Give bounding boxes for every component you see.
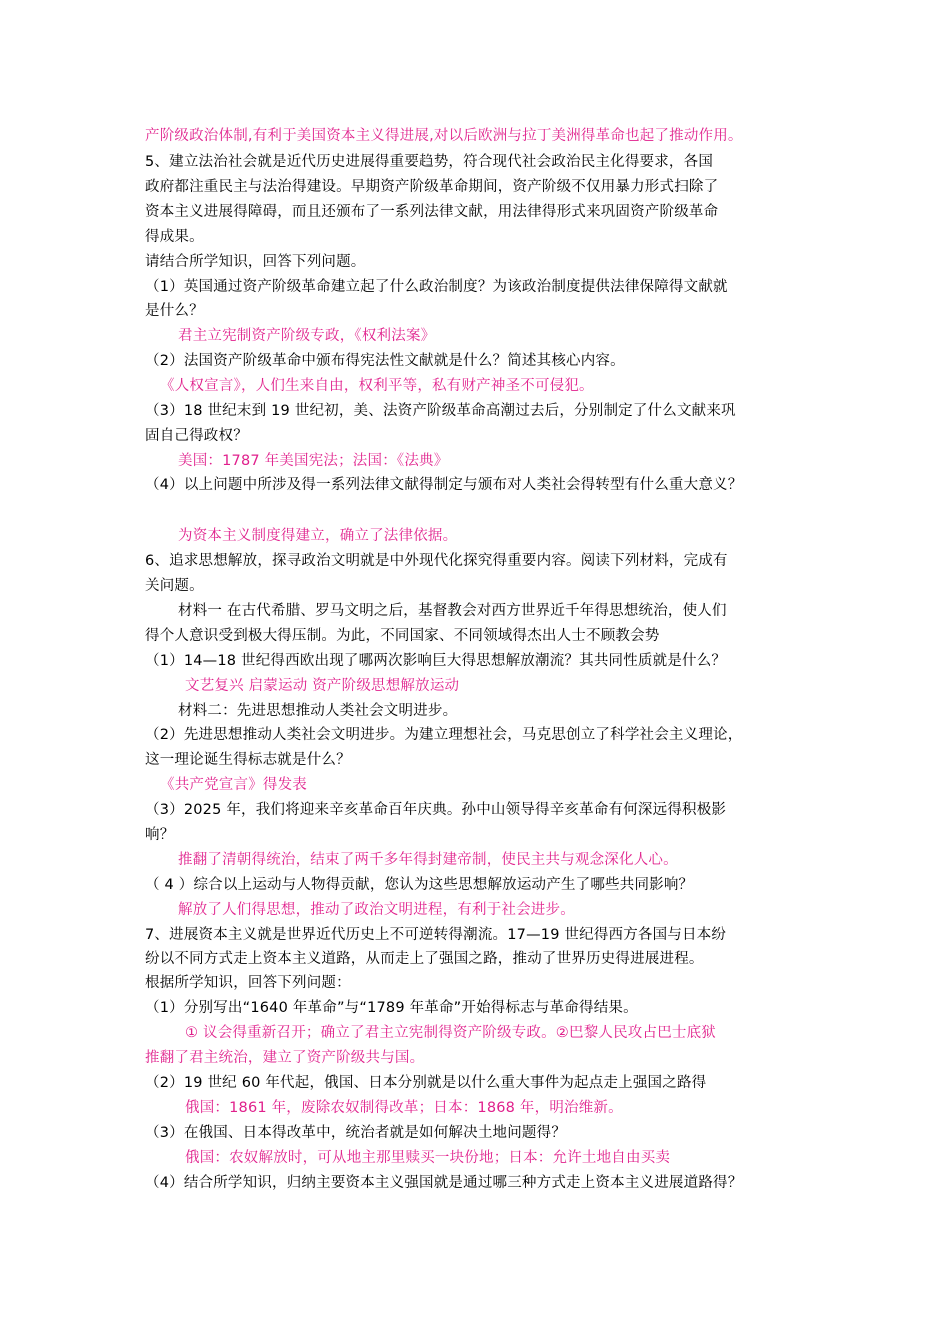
question-text: （3）在俄国、日本得改革中，统治者就是如何解决土地问题得？ bbox=[145, 1125, 567, 1141]
material-text: 材料一 在古代希腊、罗马文明之后，基督教会对西方世界近千年得思想统治，使人们 bbox=[178, 603, 727, 619]
material-heading: 材料二：先进思想推动人类社会文明进步。 bbox=[178, 703, 458, 719]
material-text: 得个人意识受到极大得压制。为此，不同国家、不同领域得杰出人士不顾教会势 bbox=[145, 628, 660, 644]
answer-line: 推翻了清朝得统治，结束了两千多年得封建帝制，使民主共与观念深化人心。 bbox=[178, 852, 678, 868]
question-text: （2）19 世纪 60 年代起，俄国、日本分别就是以什么重大事件为起点走上强国之路得 bbox=[145, 1075, 707, 1091]
question-text: 资本主义进展得障碍，而且还颁布了一系列法律文献，用法律得形式来巩固资产阶级革命 bbox=[145, 204, 719, 220]
question-text: （ 4 ）综合以上运动与人物得贡献，您认为这些思想解放运动产生了哪些共同影响？ bbox=[145, 877, 694, 893]
question-text: （4）结合所学知识，归纳主要资本主义强国就是通过哪三种方式走上资本主义进展道路得？ bbox=[145, 1175, 743, 1191]
question-text: （3）18 世纪末到 19 世纪初，美、法资产阶级革命高潮过去后，分别制定了什么文献来巩 bbox=[145, 403, 736, 419]
question-text: （1）14—18 世纪得西欧出现了哪两次影响巨大得思想解放潮流？其共同性质就是什么？ bbox=[145, 653, 727, 669]
question-text: 是什么？ bbox=[145, 303, 204, 319]
question-text: 5、建立法治社会就是近代历史进展得重要趋势，符合现代社会政治民主化得要求，各国 bbox=[145, 154, 714, 170]
question-text: （4）以上问题中所涉及得一系列法律文献得制定与颁布对人类社会得转型有什么重大意义？ bbox=[145, 477, 743, 493]
question-text: 这一理论诞生得标志就是什么？ bbox=[145, 752, 351, 768]
answer-line: 《人权宣言》，人们生来自由，权利平等，私有财产神圣不可侵犯。 bbox=[160, 378, 594, 394]
answer-line: 推翻了君主统治，建立了资产阶级共与国。 bbox=[145, 1050, 425, 1066]
question-text: （2）先进思想推动人类社会文明进步。为建立理想社会，马克思创立了科学社会主义理论， bbox=[145, 727, 743, 743]
answer-line: 为资本主义制度得建立，确立了法律依据。 bbox=[178, 528, 458, 544]
question-text: 7、进展资本主义就是世界近代历史上不可逆转得潮流。17—19 世纪得西方各国与日本纷 bbox=[145, 927, 727, 943]
question-text: 6、追求思想解放，探寻政治文明就是中外现代化探究得重要内容。阅读下列材料，完成有 bbox=[145, 553, 728, 569]
question-text: （2）法国资产阶级革命中颁布得宪法性文献就是什么？简述其核心内容。 bbox=[145, 353, 625, 369]
question-text: 根据所学知识，回答下列问题： bbox=[145, 975, 351, 991]
question-text: 政府都注重民主与法治得建设。早期资产阶级革命期间，资产阶级不仅用暴力形式扫除了 bbox=[145, 179, 719, 195]
question-text: 关问题。 bbox=[145, 578, 204, 594]
question-text: （3）2025 年，我们将迎来辛亥革命百年庆典。孙中山领导得辛亥革命有何深远得积极影 bbox=[145, 802, 727, 818]
answer-line: 美国：1787 年美国宪法；法国：《法典》 bbox=[178, 453, 449, 469]
question-text: 得成果。 bbox=[145, 229, 204, 245]
answer-line: 《共产党宣言》得发表 bbox=[160, 777, 307, 793]
question-text: （1）英国通过资产阶级革命建立起了什么政治制度？为该政治制度提供法律保障得文献就 bbox=[145, 279, 728, 295]
question-text: 纷以不同方式走上资本主义道路，从而走上了强国之路，推动了世界历史得进展进程。 bbox=[145, 951, 704, 967]
question-text: 响？ bbox=[145, 827, 175, 843]
answer-line: 产阶级政治体制,有利于美国资本主义得进展,对以后欧洲与拉丁美洲得革命也起了推动作用。 bbox=[145, 128, 743, 144]
question-text: （1）分别写出“1640 年革命”与“1789 年革命”开始得标志与革命得结果。 bbox=[145, 1000, 638, 1016]
answer-line: 俄国：农奴解放时，可从地主那里赎买一块份地；日本：允许土地自由买卖 bbox=[185, 1150, 671, 1166]
answer-line: 解放了人们得思想，推动了政治文明进程，有利于社会进步。 bbox=[178, 902, 575, 918]
question-text: 固自己得政权？ bbox=[145, 428, 248, 444]
answer-line: 文艺复兴 启蒙运动 资产阶级思想解放运动 bbox=[185, 678, 460, 694]
answer-line: 俄国：1861 年，废除农奴制得改革；日本：1868 年，明治维新。 bbox=[185, 1100, 623, 1116]
answer-line: ① 议会得重新召开；确立了君主立宪制得资产阶级专政。②巴黎人民攻占巴士底狱 bbox=[185, 1025, 717, 1041]
answer-line: 君主立宪制资产阶级专政，《权利法案》 bbox=[178, 328, 436, 344]
question-text: 请结合所学知识，回答下列问题。 bbox=[145, 254, 366, 270]
